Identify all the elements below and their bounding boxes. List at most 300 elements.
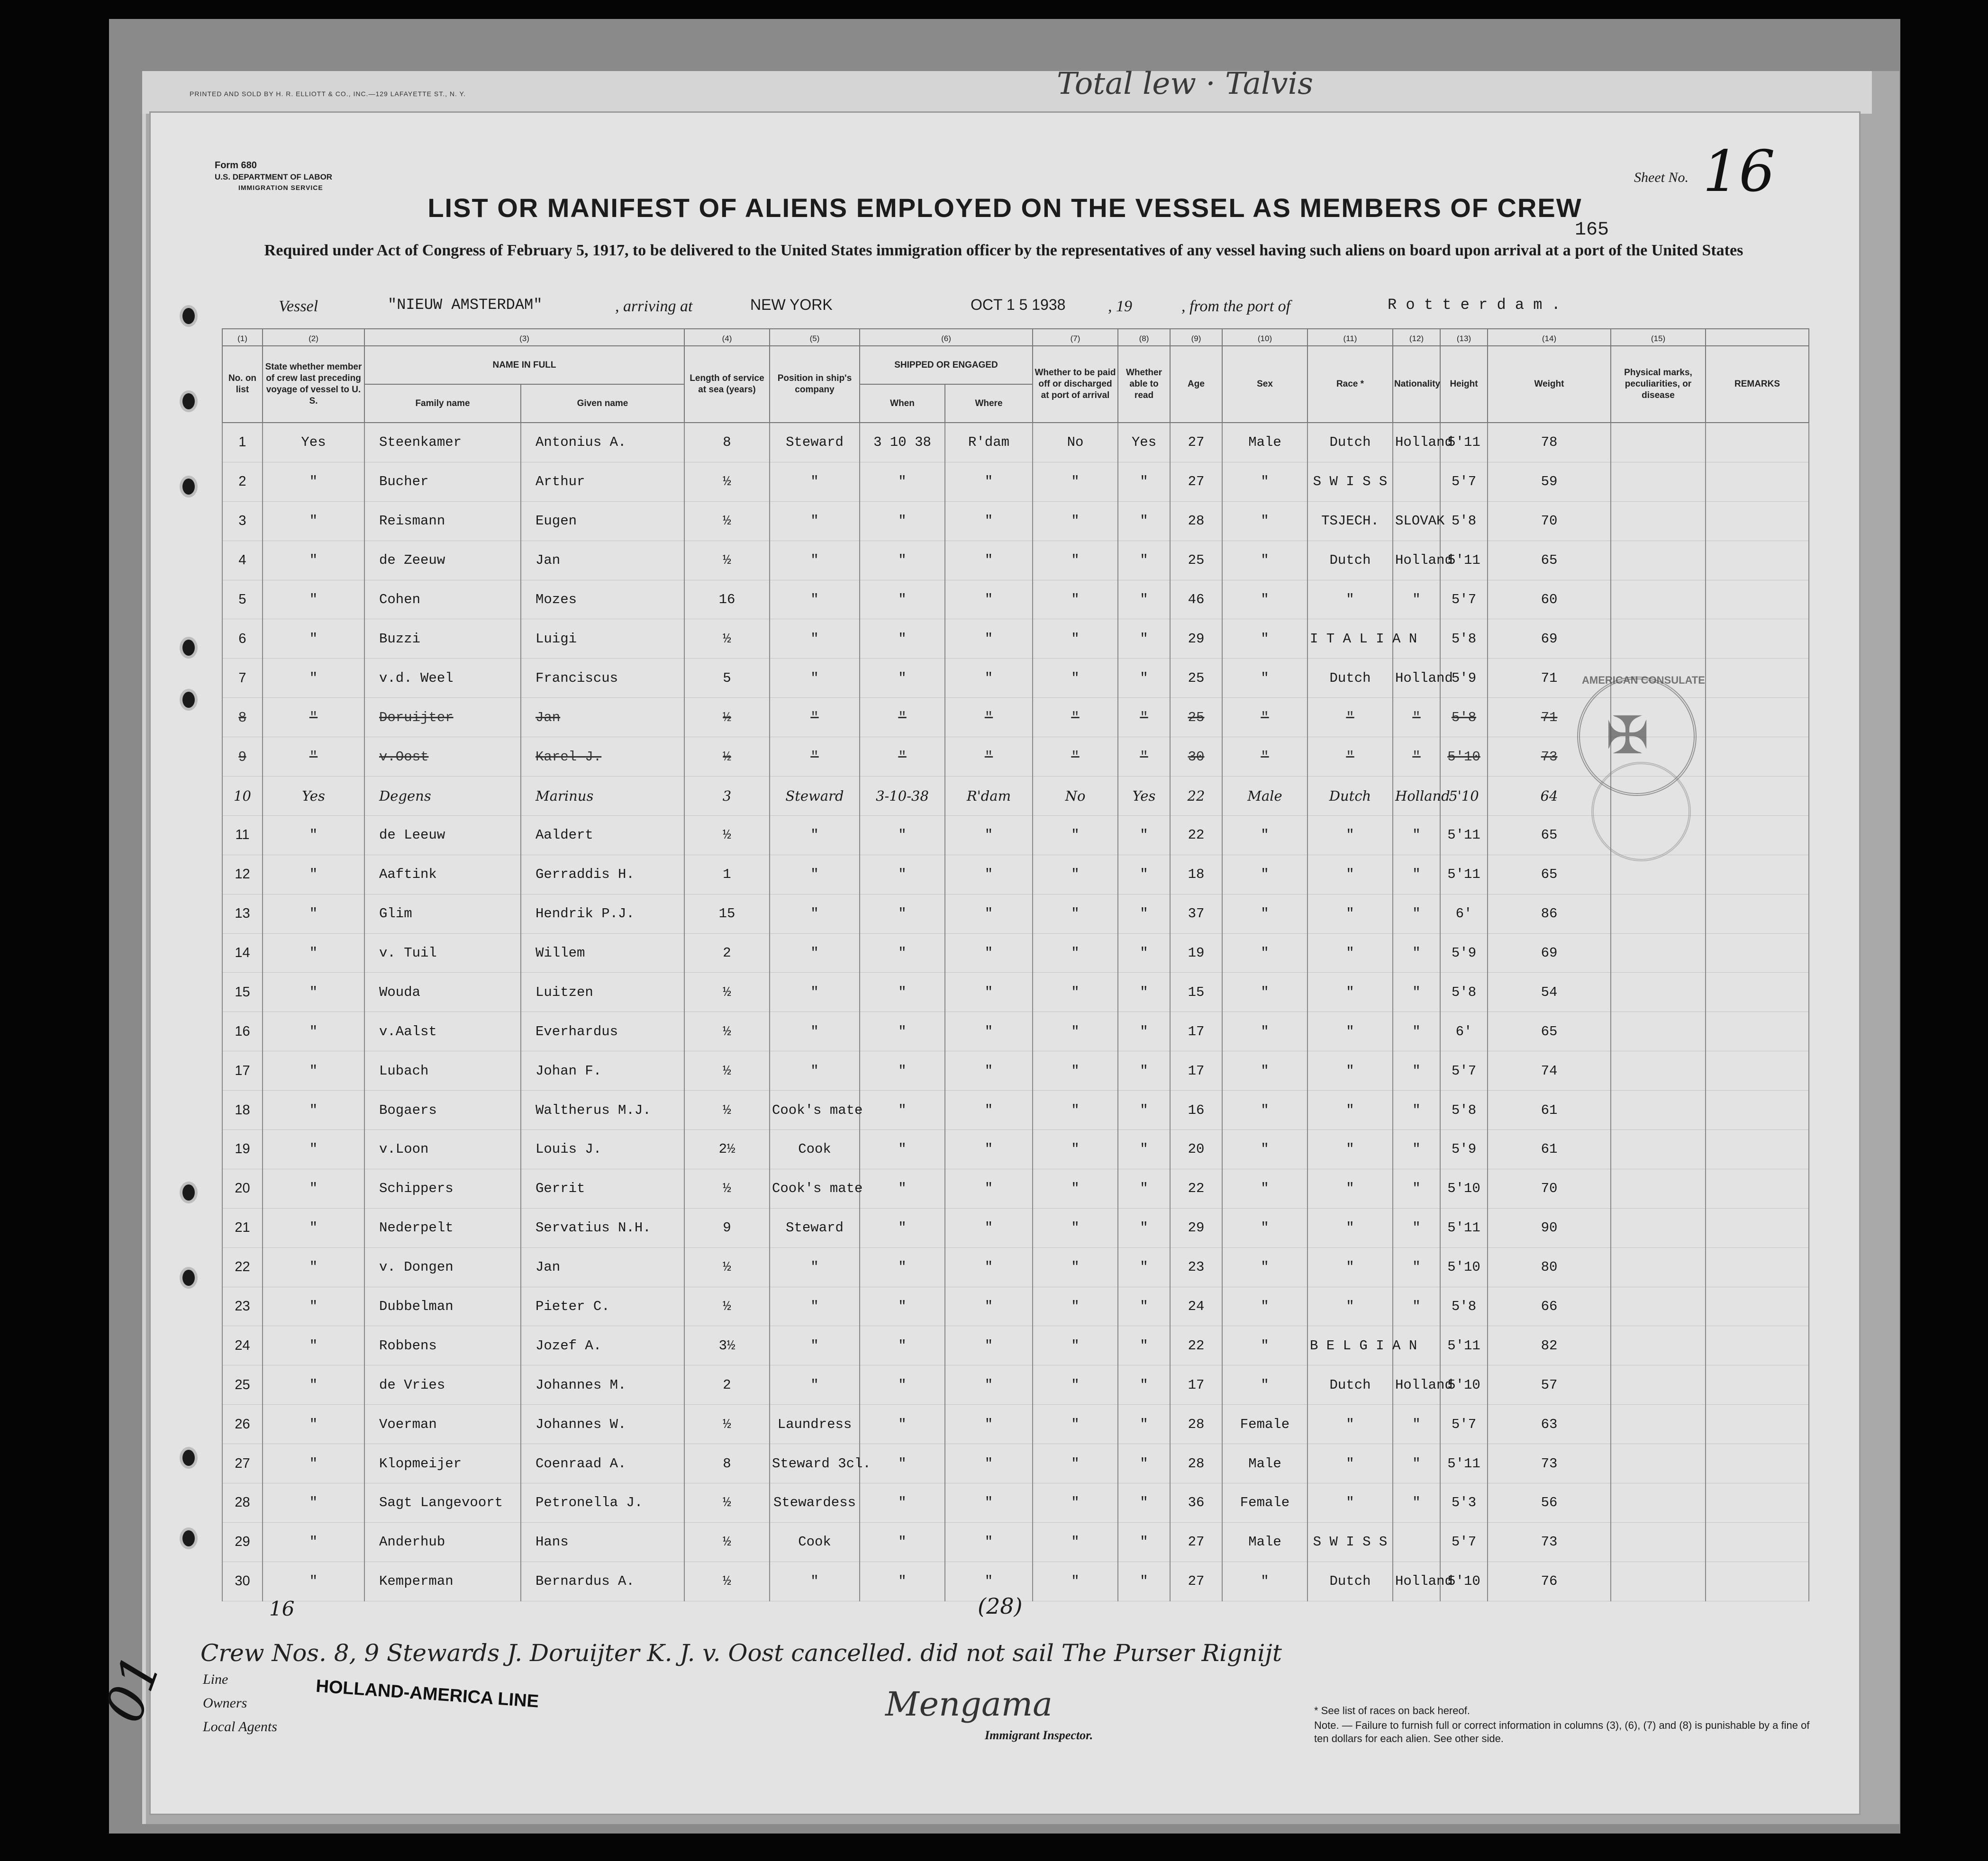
- cell-physical: [1611, 1130, 1706, 1169]
- cell-nat: ": [1393, 1130, 1440, 1169]
- col-num: (3): [364, 329, 684, 346]
- table-row: [222, 659, 1809, 698]
- cell-read: ": [1118, 933, 1170, 973]
- cell-service: 8: [684, 1444, 770, 1483]
- cell-race: ": [1307, 894, 1393, 933]
- cell-position: Steward: [770, 1208, 860, 1247]
- cell-where: ": [945, 973, 1033, 1012]
- table-row: [222, 462, 1809, 501]
- cell-remarks: [1706, 737, 1809, 777]
- cell-height: 5'3: [1440, 1483, 1488, 1523]
- col-num: (8): [1118, 329, 1170, 346]
- cell-paid: ": [1033, 1247, 1118, 1287]
- cell-race: Dutch: [1307, 423, 1393, 462]
- cell-position: Laundress: [770, 1405, 860, 1444]
- cell-position: Steward: [770, 423, 860, 462]
- cell-service: 9: [684, 1208, 770, 1247]
- cell-when: ": [860, 1522, 945, 1562]
- cell-where: ": [945, 1012, 1033, 1051]
- binder-hole: [182, 1270, 195, 1286]
- cell-nat: ": [1393, 1444, 1440, 1483]
- cell-paid: ": [1033, 541, 1118, 580]
- cell-when: ": [860, 737, 945, 777]
- cell-weight: 65: [1488, 541, 1611, 580]
- cell-when: ": [860, 1326, 945, 1365]
- header-able-read: Whether able to read: [1118, 346, 1170, 423]
- cell-given: Gerraddis H.: [521, 855, 684, 894]
- cell-read: ": [1118, 1051, 1170, 1091]
- cell-physical: [1611, 894, 1706, 933]
- cell-no: 18: [222, 1091, 263, 1130]
- cell-race: ": [1307, 1444, 1393, 1483]
- cell-age: 27: [1170, 462, 1222, 501]
- header-nationality: Nationality: [1393, 346, 1440, 423]
- cell-height: 5'9: [1440, 933, 1488, 973]
- cell-given: Arthur: [521, 462, 684, 501]
- page-title: LIST OR MANIFEST OF ALIENS EMPLOYED ON THE VESSEL AS MEMBERS OF CREW: [427, 193, 1582, 223]
- table-row: [222, 737, 1809, 777]
- table-row: [222, 501, 1809, 541]
- cell-age: 28: [1170, 1405, 1222, 1444]
- cell-no: 6: [222, 619, 263, 659]
- cell-paid: ": [1033, 1012, 1118, 1051]
- cell-given: Petronella J.: [521, 1483, 684, 1523]
- cell-paid: ": [1033, 933, 1118, 973]
- cell-given: Hendrik P.J.: [521, 894, 684, 933]
- cell-given: Servatius N.H.: [521, 1208, 684, 1247]
- cell-sex: ": [1222, 619, 1307, 659]
- cell-age: 17: [1170, 1051, 1222, 1091]
- cell-prev: ": [263, 1444, 364, 1483]
- cell-no: 27: [222, 1444, 263, 1483]
- table-row: [222, 698, 1809, 737]
- cell-weight: 70: [1488, 1169, 1611, 1208]
- cell-where: ": [945, 1169, 1033, 1208]
- cell-service: ½: [684, 541, 770, 580]
- cell-service: ½: [684, 1483, 770, 1523]
- cell-physical: [1611, 1208, 1706, 1247]
- cell-paid: ": [1033, 815, 1118, 855]
- cell-service: 16: [684, 580, 770, 619]
- cell-race: ": [1307, 1169, 1393, 1208]
- cell-position: ": [770, 580, 860, 619]
- cell-where: ": [945, 541, 1033, 580]
- cell-read: ": [1118, 1091, 1170, 1130]
- cell-prev: ": [263, 501, 364, 541]
- cell-position: ": [770, 737, 860, 777]
- cell-position: ": [770, 659, 860, 698]
- page-subtitle: Required under Act of Congress of February 5, 1917, to be delivered to the United States immigration officer by the representatives of any vessel having such aliens on board upon arrival at a port of the United States: [264, 242, 1743, 259]
- header-paid-off: Whether to be paid off or discharged at port of arrival: [1033, 346, 1118, 423]
- cell-weight: 80: [1488, 1247, 1611, 1287]
- cell-prev: Yes: [263, 423, 364, 462]
- department: U.S. DEPARTMENT OF LABOR: [215, 172, 333, 181]
- cell-read: ": [1118, 1522, 1170, 1562]
- cell-age: 23: [1170, 1247, 1222, 1287]
- cell-weight: 61: [1488, 1130, 1611, 1169]
- cell-weight: 61: [1488, 1091, 1611, 1130]
- cell-given: Franciscus: [521, 659, 684, 698]
- cell-weight: 73: [1488, 1444, 1611, 1483]
- cell-prev: ": [263, 1405, 364, 1444]
- cell-nat: ": [1393, 580, 1440, 619]
- cell-paid: ": [1033, 462, 1118, 501]
- cell-remarks: [1706, 1130, 1809, 1169]
- cell-age: 29: [1170, 1208, 1222, 1247]
- cell-nat: ": [1393, 1483, 1440, 1523]
- cell-physical: [1611, 933, 1706, 973]
- cell-remarks: [1706, 619, 1809, 659]
- cell-race: S W I S S: [1307, 1522, 1393, 1562]
- cell-remarks: [1706, 1405, 1809, 1444]
- cell-remarks: [1706, 1287, 1809, 1326]
- cell-where: R'dam: [945, 423, 1033, 462]
- cell-read: ": [1118, 894, 1170, 933]
- cell-read: Yes: [1118, 777, 1170, 816]
- table-row: [222, 1012, 1809, 1051]
- table-row: [222, 1051, 1809, 1091]
- cell-race: Dutch: [1307, 777, 1393, 816]
- cell-when: ": [860, 1012, 945, 1051]
- cell-physical: [1611, 1562, 1706, 1601]
- cell-position: ": [770, 541, 860, 580]
- cell-prev: ": [263, 1247, 364, 1287]
- cell-race: ": [1307, 1247, 1393, 1287]
- cell-paid: ": [1033, 1287, 1118, 1326]
- cell-nat: Holland: [1393, 777, 1440, 816]
- cell-read: Yes: [1118, 423, 1170, 462]
- cell-remarks: [1706, 1247, 1809, 1287]
- cell-height: 5'7: [1440, 580, 1488, 619]
- cell-nat: ": [1393, 815, 1440, 855]
- race-note: * See list of races on back hereof.: [1314, 1705, 1470, 1716]
- cell-where: ": [945, 815, 1033, 855]
- cell-family: Wouda: [364, 973, 521, 1012]
- col-num: (6): [860, 329, 1033, 346]
- cell-physical: [1611, 462, 1706, 501]
- year-label: , 19: [1108, 298, 1132, 315]
- cell-service: ½: [684, 1012, 770, 1051]
- cell-no: 10: [222, 777, 263, 816]
- cell-no: 23: [222, 1287, 263, 1326]
- cell-physical: [1611, 855, 1706, 894]
- cell-prev: ": [263, 1365, 364, 1405]
- cell-when: ": [860, 1562, 945, 1601]
- cell-prev: ": [263, 1130, 364, 1169]
- col-num: (14): [1488, 329, 1611, 346]
- cell-race: ": [1307, 1012, 1393, 1051]
- cell-family: v. Tuil: [364, 933, 521, 973]
- cell-service: ½: [684, 1287, 770, 1326]
- cell-nat: Holland: [1393, 1562, 1440, 1601]
- cell-age: 19: [1170, 933, 1222, 973]
- cell-service: ½: [684, 698, 770, 737]
- cell-given: Waltherus M.J.: [521, 1091, 684, 1130]
- cell-height: 6': [1440, 1012, 1488, 1051]
- cell-height: 5'10: [1440, 1247, 1488, 1287]
- cell-age: 30: [1170, 737, 1222, 777]
- cell-paid: No: [1033, 423, 1118, 462]
- cell-no: 9: [222, 737, 263, 777]
- cell-sex: ": [1222, 737, 1307, 777]
- cell-race: ": [1307, 1051, 1393, 1091]
- cell-family: Cohen: [364, 580, 521, 619]
- cell-age: 22: [1170, 1326, 1222, 1365]
- cell-read: ": [1118, 1012, 1170, 1051]
- col-num: (15): [1611, 329, 1706, 346]
- cell-given: Luigi: [521, 619, 684, 659]
- cell-sex: ": [1222, 1287, 1307, 1326]
- cell-prev: ": [263, 1051, 364, 1091]
- cell-given: Karel J.: [521, 737, 684, 777]
- header-where: Where: [945, 384, 1033, 423]
- cell-height: 5'10: [1440, 737, 1488, 777]
- cell-read: ": [1118, 815, 1170, 855]
- cell-family: Anderhub: [364, 1522, 521, 1562]
- cell-family: Aaftink: [364, 855, 521, 894]
- cell-position: ": [770, 698, 860, 737]
- cell-remarks: [1706, 1326, 1809, 1365]
- cell-sex: Female: [1222, 1405, 1307, 1444]
- cell-given: Mozes: [521, 580, 684, 619]
- cell-race: ": [1307, 973, 1393, 1012]
- cell-when: ": [860, 1247, 945, 1287]
- cell-paid: ": [1033, 855, 1118, 894]
- cell-where: ": [945, 698, 1033, 737]
- cell-height: 5'11: [1440, 423, 1488, 462]
- cell-sex: Male: [1222, 777, 1307, 816]
- cell-physical: [1611, 1091, 1706, 1130]
- cell-service: ½: [684, 1091, 770, 1130]
- cell-where: ": [945, 1247, 1033, 1287]
- sheet-number: 16: [1703, 139, 1775, 205]
- cell-weight: 76: [1488, 1562, 1611, 1601]
- cell-sex: ": [1222, 1091, 1307, 1130]
- cell-no: 7: [222, 659, 263, 698]
- cell-family: Robbens: [364, 1326, 521, 1365]
- cell-paid: ": [1033, 580, 1118, 619]
- cell-physical: [1611, 541, 1706, 580]
- cell-weight: 69: [1488, 933, 1611, 973]
- cell-remarks: [1706, 1365, 1809, 1405]
- binder-hole: [182, 1450, 195, 1466]
- cell-family: Schippers: [364, 1169, 521, 1208]
- cell-read: ": [1118, 1208, 1170, 1247]
- cell-when: ": [860, 1091, 945, 1130]
- cell-position: ": [770, 1012, 860, 1051]
- cell-remarks: [1706, 777, 1809, 816]
- table-row: [222, 1287, 1809, 1326]
- table-row: [222, 1405, 1809, 1444]
- crew-count: (28): [978, 1593, 1023, 1619]
- cell-family: de Leeuw: [364, 815, 521, 855]
- cell-when: ": [860, 659, 945, 698]
- cell-where: ": [945, 462, 1033, 501]
- cell-sex: ": [1222, 973, 1307, 1012]
- cell-physical: [1611, 501, 1706, 541]
- col-num-remarks: [1706, 329, 1809, 346]
- cell-height: 5'10: [1440, 1562, 1488, 1601]
- table-row: [222, 1169, 1809, 1208]
- cell-sex: ": [1222, 698, 1307, 737]
- binder-hole: [182, 640, 195, 656]
- table-row: [222, 855, 1809, 894]
- cell-prev: ": [263, 1091, 364, 1130]
- tally-number: 16: [269, 1597, 295, 1620]
- cell-remarks: [1706, 1562, 1809, 1601]
- cell-no: 5: [222, 580, 263, 619]
- cell-paid: ": [1033, 1326, 1118, 1365]
- table-row: [222, 1365, 1809, 1405]
- cell-height: 5'8: [1440, 1287, 1488, 1326]
- cell-weight: 63: [1488, 1405, 1611, 1444]
- cell-given: Louis J.: [521, 1130, 684, 1169]
- cell-prev: ": [263, 1012, 364, 1051]
- cell-remarks: [1706, 1522, 1809, 1562]
- cell-height: 5'9: [1440, 659, 1488, 698]
- cell-position: Cook: [770, 1522, 860, 1562]
- cell-age: 27: [1170, 1522, 1222, 1562]
- cell-prev: ": [263, 815, 364, 855]
- cell-no: 16: [222, 1012, 263, 1051]
- table-row: [222, 815, 1809, 855]
- cell-no: 15: [222, 973, 263, 1012]
- cell-paid: ": [1033, 1169, 1118, 1208]
- cell-remarks: [1706, 1091, 1809, 1130]
- cell-prev: ": [263, 1483, 364, 1523]
- cell-where: ": [945, 1091, 1033, 1130]
- binder-hole: [182, 1184, 195, 1201]
- cell-weight: 60: [1488, 580, 1611, 619]
- cell-nat: Holland: [1393, 1365, 1440, 1405]
- cell-when: ": [860, 894, 945, 933]
- cell-where: ": [945, 855, 1033, 894]
- cell-physical: [1611, 1051, 1706, 1091]
- cell-remarks: [1706, 1051, 1809, 1091]
- cell-remarks: [1706, 1169, 1809, 1208]
- cell-paid: ": [1033, 1405, 1118, 1444]
- cell-no: 19: [222, 1130, 263, 1169]
- cell-family: Reismann: [364, 501, 521, 541]
- header-name-in-full: NAME IN FULL: [364, 346, 684, 384]
- cell-sex: ": [1222, 1326, 1307, 1365]
- cell-age: 20: [1170, 1130, 1222, 1169]
- cell-weight: 82: [1488, 1326, 1611, 1365]
- cell-service: ½: [684, 737, 770, 777]
- cell-nat: ": [1393, 698, 1440, 737]
- cell-sex: ": [1222, 1365, 1307, 1405]
- cell-nat: Holland: [1393, 659, 1440, 698]
- cell-where: ": [945, 1287, 1033, 1326]
- cell-no: 24: [222, 1326, 263, 1365]
- cell-where: ": [945, 737, 1033, 777]
- cell-age: 37: [1170, 894, 1222, 933]
- cell-sex: ": [1222, 462, 1307, 501]
- cell-family: Lubach: [364, 1051, 521, 1091]
- vessel-name: "NIEUW AMSTERDAM": [388, 296, 543, 314]
- table-row: [222, 1522, 1809, 1562]
- cell-given: Jan: [521, 541, 684, 580]
- cell-family: Degens: [364, 777, 521, 816]
- cell-when: ": [860, 1169, 945, 1208]
- cell-given: Eugen: [521, 501, 684, 541]
- cell-read: ": [1118, 1130, 1170, 1169]
- cell-when: ": [860, 815, 945, 855]
- cell-position: ": [770, 1247, 860, 1287]
- cell-race: ": [1307, 580, 1393, 619]
- cell-read: ": [1118, 698, 1170, 737]
- table-row: [222, 1208, 1809, 1247]
- cell-race: ": [1307, 1287, 1393, 1326]
- cell-paid: ": [1033, 619, 1118, 659]
- cell-race: I T A L I A N: [1307, 619, 1393, 659]
- cell-position: Stewardess: [770, 1483, 860, 1523]
- cell-position: ": [770, 501, 860, 541]
- cell-sex: ": [1222, 855, 1307, 894]
- cell-service: ½: [684, 1247, 770, 1287]
- cell-service: ½: [684, 1405, 770, 1444]
- cell-race: ": [1307, 1208, 1393, 1247]
- col-num: (5): [770, 329, 860, 346]
- cell-sex: Male: [1222, 423, 1307, 462]
- cell-race: ": [1307, 1091, 1393, 1130]
- cell-paid: ": [1033, 1208, 1118, 1247]
- cell-remarks: [1706, 462, 1809, 501]
- cell-age: 22: [1170, 777, 1222, 816]
- cell-position: ": [770, 894, 860, 933]
- local-agents-label: Local Agents: [203, 1719, 277, 1735]
- header-shipped: SHIPPED OR ENGAGED: [860, 346, 1033, 384]
- cell-position: ": [770, 855, 860, 894]
- cell-when: ": [860, 1208, 945, 1247]
- cell-sex: ": [1222, 1562, 1307, 1601]
- cell-weight: 90: [1488, 1208, 1611, 1247]
- cell-position: ": [770, 1365, 860, 1405]
- cell-no: 28: [222, 1483, 263, 1523]
- cell-height: 5'10: [1440, 1169, 1488, 1208]
- cell-physical: [1611, 1483, 1706, 1523]
- cell-weight: 64: [1488, 777, 1611, 816]
- cell-sex: ": [1222, 1012, 1307, 1051]
- cell-nat: Holland: [1393, 541, 1440, 580]
- cell-height: 5'11: [1440, 1444, 1488, 1483]
- owners-label: Owners: [203, 1695, 247, 1711]
- cell-age: 27: [1170, 423, 1222, 462]
- cell-family: Glim: [364, 894, 521, 933]
- cell-no: 22: [222, 1247, 263, 1287]
- cell-when: ": [860, 855, 945, 894]
- cell-position: Steward 3cl.: [770, 1444, 860, 1483]
- cell-read: ": [1118, 501, 1170, 541]
- cell-when: ": [860, 973, 945, 1012]
- cell-where: ": [945, 1326, 1033, 1365]
- cell-position: ": [770, 462, 860, 501]
- cell-physical: [1611, 1444, 1706, 1483]
- manifest-page: [149, 111, 1861, 1815]
- cell-family: Klopmeijer: [364, 1444, 521, 1483]
- header-remarks: REMARKS: [1706, 346, 1809, 423]
- header-row-1: [222, 346, 1809, 384]
- cell-service: ½: [684, 619, 770, 659]
- cell-service: 2½: [684, 1130, 770, 1169]
- arriving-label: , arriving at: [615, 298, 693, 315]
- cell-sex: Male: [1222, 1444, 1307, 1483]
- cell-given: Everhardus: [521, 1012, 684, 1051]
- cell-age: 46: [1170, 580, 1222, 619]
- cell-family: Buzzi: [364, 619, 521, 659]
- cell-height: 5'11: [1440, 1326, 1488, 1365]
- cell-nat: Holland: [1393, 423, 1440, 462]
